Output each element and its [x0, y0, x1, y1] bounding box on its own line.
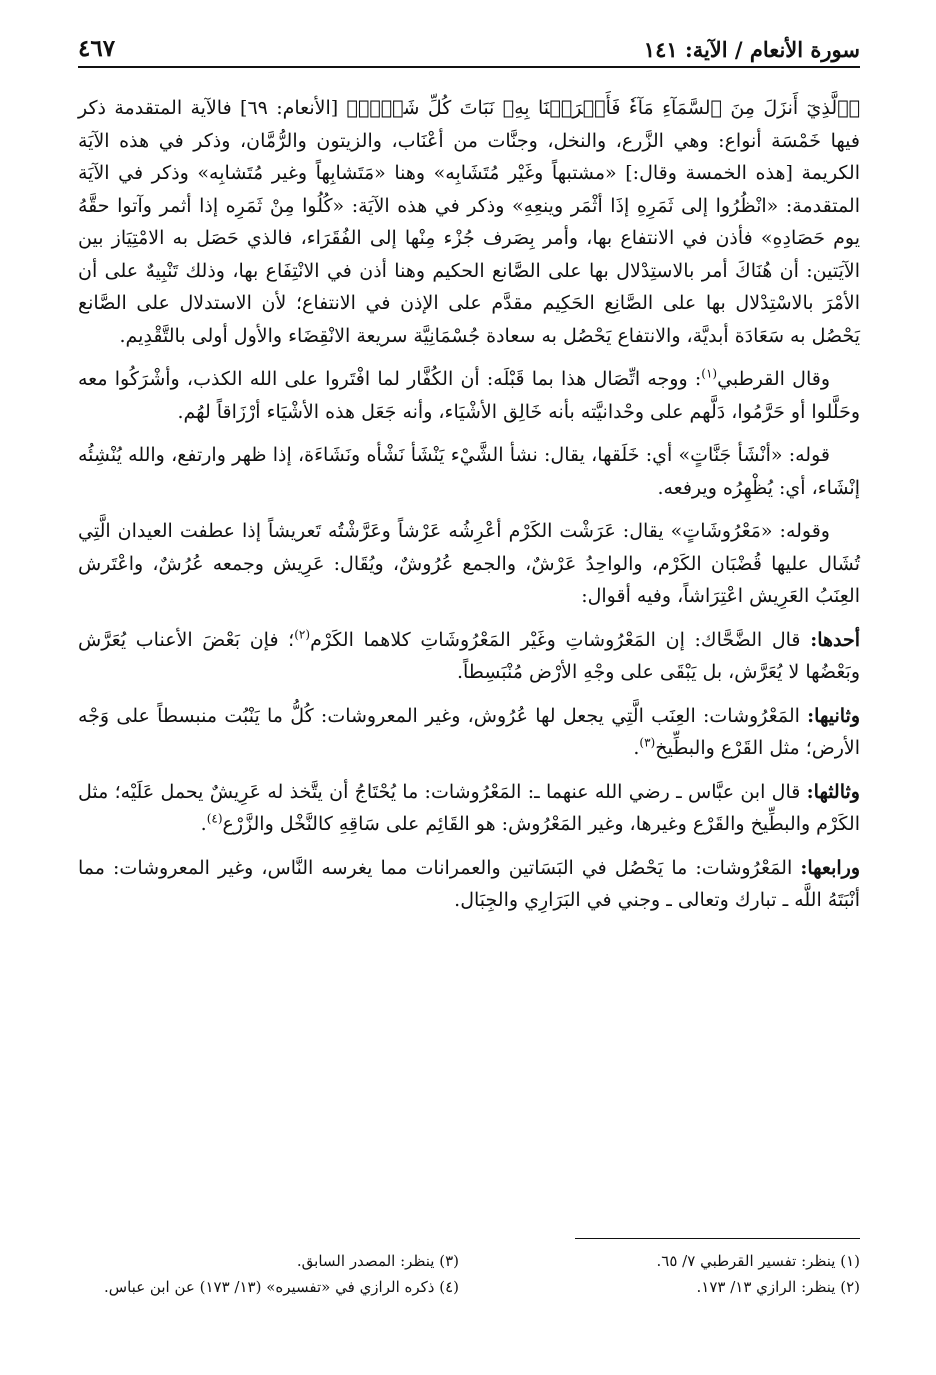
paragraph-2-text: وقال القرطبي$^{(١)}$: ووجه اتِّصَال هذا بما قَبْلَه: أن الكُفَّار لما افْتَروا على الله الكذب، وأشْرَكُوا معه وحَلَّلوا أو حَرَّمُوا، دَلَّهم على وحْدانيَّته بأنه خَالِق الأشْيَاء، وأنه جَعَل هذه الأشْيَاء أرْزَاقاً لهُم.: [78, 366, 860, 423]
paragraph-2: [78, 363, 860, 428]
opinion-3-text: قال ابن عبَّاس ـ رضي الله عنهما ـ: المَعْرُوشات: ما يُحْتَاجُ أن يتَّخذ له عَرِيشٌ يحمل عَلَيْه؛ مثل الكَرْم والبطِّيخ والقَرْع وغيرها، وغير المَعْرُوش: هو القَائِم على سَاقِهِ كالنَّخْل والزَّرْع$^{(٤)}$.: [78, 780, 860, 835]
paragraph-3-text: قوله: «أنْشَأ جَنَّاتٍ» أي: خَلَقها، يقال: نشأ الشَّيْء يَنْشَأ نَشْأه ونَشَاءَة، إذا ظهر وارتفع، والله يُنْشِئُه إنْشَاء، أي: يُظْهِرُه ويرفعه.: [78, 444, 860, 499]
opinion-4-text: المَعْرُوشات: ما يَحْصُل في البَسَاتين والعمرانات مما يغرسه النَّاس، وغير المعروشات: مما أنْبَتَهُ اللَّه ـ تبارك وتعالى ـ وجني في البَرَارِي والجِبَال.: [78, 856, 860, 911]
opinion-4: [78, 852, 860, 917]
footnote-marker-1: (١): [701, 366, 718, 381]
paragraph-3: [78, 439, 860, 504]
running-header: [78, 28, 860, 68]
page-number: ٤٦٧: [78, 35, 116, 62]
footnotes: [78, 1248, 860, 1300]
opinion-1: [78, 624, 860, 689]
main-text: [78, 92, 860, 928]
footnote-marker-2: (٢): [294, 627, 311, 642]
opinion-2-text: المَعْرُوشات: العِنَب الَّتِي يجعل لها عُرُوش، وغير المعروشات: كُلُّ ما يَنْبُت منبسطاً على وَجْه الأرض؛ مثل القَرْع والبطِّيخ$^{(٣)}$.: [78, 704, 860, 759]
opinion-1-text: قال الضَّحَّاك: إن المَعْرُوشاتِ وغَيْر المَعْرُوشَاتِ كلاهما الكَرْم$^{(٢)}$؛ فإن بَعْضَ الأعناب يُعَرَّش وبَعْضُها لا يُعَرَّش، بل يَبْقَى على وجْهِ الأرْض مُنْبَسِطاً.: [78, 627, 860, 683]
paragraph-4: [78, 515, 860, 613]
opinion-2: [78, 700, 860, 765]
opinion-2-label: وثانيها:: [807, 704, 860, 727]
header-rule: [78, 66, 860, 68]
paragraph-1-text: ﴿ٱلَّذِيٓ أَنزَلَ مِنَ ٱلسَّمَآءِ مَآءٗ فَأَخۡرَجۡنَا بِهِۦ نَبَاتَ كُلِّ شَيۡءٖ﴾ [الأنعام: ٦٩] فالآية المتقدمة ذكر فيها خَمْسَة أنواع: وهي الزَّرع، والنخل، وجنَّات من أعْنَاب، والزيتون والرُّمَّان، وذكر في هذه الآيَة الكريمة [هذه الخمسة وقال:] «مشتبهاً وغَيْر مُتَشَابِه» وهنا «مَتَشابِهاً وغير مُتَشابِه» وذكر في الآيَة المتقدمة: «انْظُرُوا إلى ثَمَرِهِ إذَا أثْمَر وينعِهِ» وذكر في هذه الآيَة: «كُلُوا مِنْ ثَمَرِه إذا أثمر وآتوا حقَّهُ يوم حَصَادِهِ» فأذن في الانتفاع بها، وأمر بِصَرف جُزْء مِنْها إلى الفُقَرَاء، فالذي حَصَل به الامْتِيَاز بين الآيَتين: أن هُنَاكَ أمر بالاستِدْلال بها على الصَّانع الحكيم وهنا أذن في الانْتِفَاع بها، وذلك تَنْبِيهٌ على أن الأمْرَ بالاسْتِدْلال بها على الصَّانِع الحَكِيم مقدَّم على الإذن في الانتفاع؛ لأن الاستدلال على الصَّانع يَحْصُل به سَعَادَة أبديَّة، والانتفاع يَحْصُل به سعادة جُسْمَانِيَّة سريعة الانْقِضَاء والأول أولى بالتَّقْدِيم.: [78, 97, 860, 347]
paragraph-1: [78, 92, 860, 352]
opinion-1-label: أحدها:: [810, 628, 861, 651]
footnote-2: (٢) ينظر: الرازي ١٣/ ١٧٣.: [696, 1278, 860, 1296]
opinion-4-label: ورابعها:: [800, 856, 861, 879]
footnote-separator: [575, 1238, 860, 1239]
footnote-1: (١) ينظر: تفسير القرطبي ٧/ ٦٥.: [656, 1252, 860, 1270]
surah-ayah-title: سورة الأنعام / الآية: ١٤١: [643, 37, 860, 62]
footnote-4: (٤) ذكره الرازي في «تفسيره» (١٣/ ١٧٣) عن ابن عباس.: [104, 1278, 459, 1296]
footnote-marker-3: (٣): [639, 735, 656, 750]
footnote-marker-4: (٤): [206, 811, 223, 826]
paragraph-4-text: وقوله: «مَعْرُوشَاتٍ» يقال: عَرَشْت الكَرْم أعْرِشُه عَرْشاً وعَرَّشْتُه تَعريشاً إذا عطفت العيدان الَّتِي تُشَال عليها قُضْبَان الكَرْم، والواحِدُ عَرْشٌ، والجمع عُرُوشٌ، ويُقَال: عَرِيش وجمعه عُرُشٌ، واعْتَرش العِنَبُ العَرِيش اعْتِرَاشاً، وفيه أقوال:: [78, 520, 860, 607]
opinion-3-label: وثالثها:: [806, 780, 860, 803]
opinion-3: [78, 776, 860, 841]
footnote-3: (٣) ينظر: المصدر السابق.: [296, 1252, 459, 1270]
